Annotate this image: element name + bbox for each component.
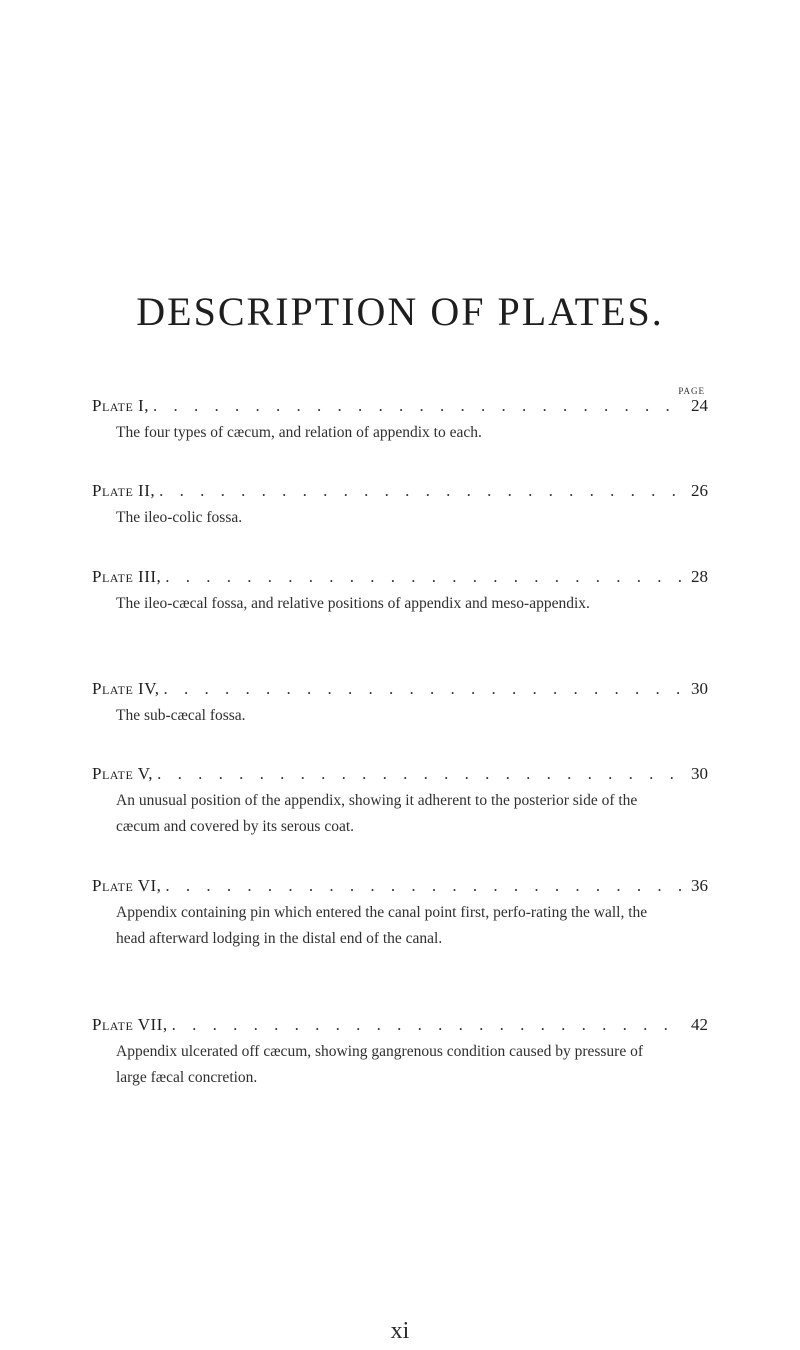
plate-label: Plate VII, (92, 1015, 168, 1034)
plate-entry-line (92, 874, 708, 898)
plate-page-number: 24 (691, 396, 708, 415)
dot-leader (168, 1013, 684, 1037)
plate-description: The ileo-colic fossa. (116, 509, 243, 526)
page-title: DESCRIPTION OF PLATES. (136, 289, 664, 334)
plate-entry-3 (92, 565, 708, 617)
plate-entry-line (92, 677, 708, 701)
plate-entry-1 (92, 394, 708, 446)
page-column-heading: PAGE (678, 386, 705, 396)
dot-leader (161, 565, 684, 589)
plate-description: The ileo-cæcal fossa, and relative positions of appendix and meso-appendix. (116, 595, 590, 612)
dot-leader (160, 677, 684, 701)
plate-entry-5 (92, 762, 708, 840)
plate-description: Appendix containing pin which entered the canal point first, perfo-rating the wall, the head afterward lodging in the distal end of the canal. (116, 904, 648, 947)
plate-page-number: 36 (691, 876, 708, 895)
page-folio-number: xi (390, 1318, 410, 1344)
plate-description: An unusual position of the appendix, showing it adherent to the posterior side of the cæcum and covered by its serous coat. (116, 792, 638, 835)
dot-leader (155, 479, 684, 503)
dot-leader (161, 874, 684, 898)
plate-description: The four types of cæcum, and relation of appendix to each. (116, 424, 482, 441)
plate-entry-4 (92, 677, 708, 729)
plate-entry-line (92, 762, 708, 786)
dot-leader (149, 394, 684, 418)
plate-page-number: 28 (691, 567, 708, 586)
plate-entry-line (92, 565, 708, 589)
plate-entry-line (92, 394, 708, 418)
dot-leader (153, 762, 684, 786)
plate-entry-line (92, 479, 708, 503)
plate-label: Plate III, (92, 567, 162, 586)
plate-label: Plate II, (92, 481, 156, 500)
plate-label: Plate VI, (92, 876, 162, 895)
plate-entry-2 (92, 479, 708, 531)
plate-entry-7 (92, 1013, 708, 1091)
plate-label: Plate V, (92, 764, 154, 783)
plate-entry-6 (92, 874, 708, 952)
plate-description: Appendix ulcerated off cæcum, showing gangrenous condition caused by pressure of large fæcal concretion. (116, 1043, 644, 1086)
plate-page-number: 30 (691, 679, 708, 698)
plate-page-number: 42 (691, 1015, 708, 1034)
plate-page-number: 26 (691, 481, 708, 500)
plate-label: Plate IV, (92, 679, 160, 698)
plate-entry-line (92, 1013, 708, 1037)
plate-description: The sub-cæcal fossa. (116, 707, 246, 724)
plate-page-number: 30 (691, 764, 708, 783)
plate-label: Plate I, (92, 396, 149, 415)
